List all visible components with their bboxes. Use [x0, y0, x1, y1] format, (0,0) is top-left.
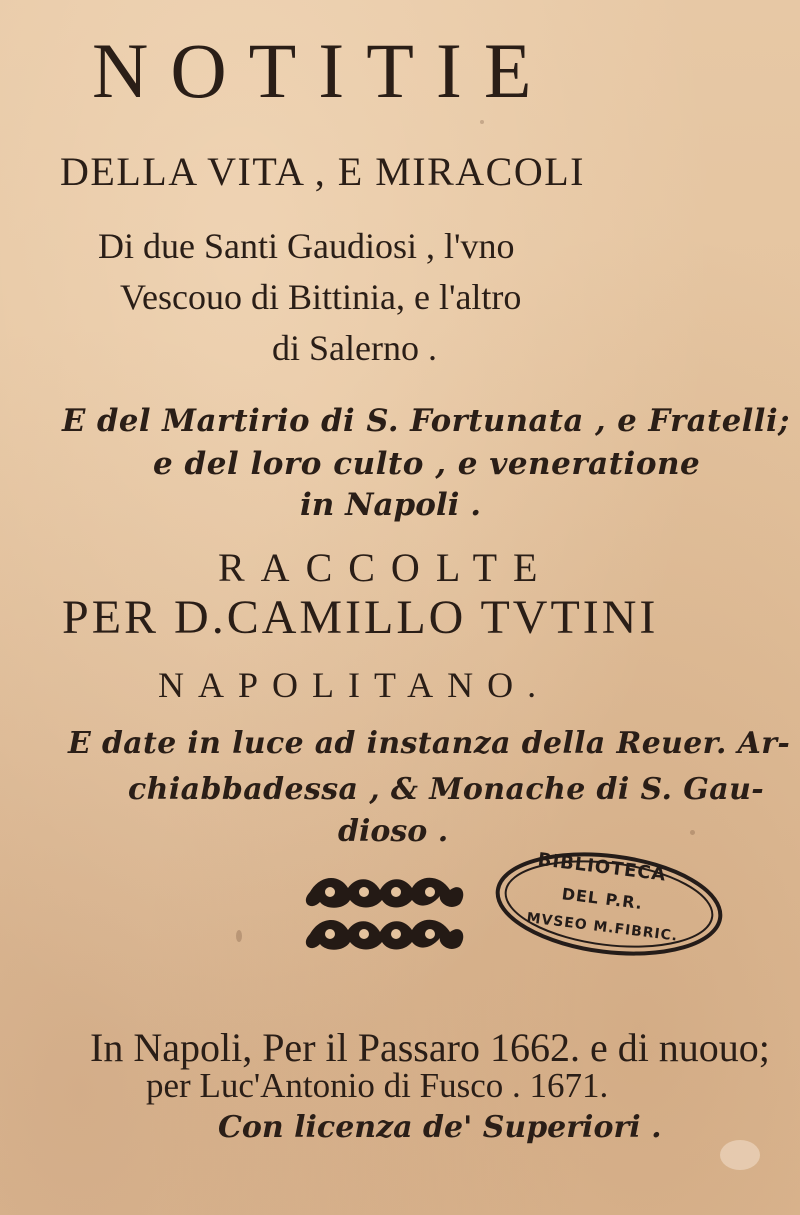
- martyrdom-line-2: e del loro culto , e veneratione: [153, 446, 701, 482]
- stamp-line-3: MVSEO M.FIBRIC.: [525, 910, 679, 945]
- description-line-1: Di due Santi Gaudiosi , l'vno: [98, 226, 515, 266]
- imprint-line-2: per Luc'Antonio di Fusco . 1671.: [146, 1066, 609, 1105]
- imprint-line-3: Con licenza de' Superiori .: [218, 1110, 662, 1145]
- martyrdom-line-3: in Napoli .: [300, 487, 482, 523]
- library-stamp: [488, 838, 731, 969]
- imprint-line-1: In Napoli, Per il Passaro 1662. e di nuouo;: [90, 1025, 770, 1070]
- paper-speck: [720, 1140, 760, 1170]
- book-title: NOTITIE: [92, 27, 554, 114]
- dedication-line-2: chiabbadessa , & Monache di S. Gau-: [128, 772, 765, 807]
- stamp-line-2: DEL P.R.: [560, 884, 645, 914]
- description-line-3: di Salerno .: [272, 328, 437, 368]
- paper-speck: [236, 930, 242, 942]
- raccolte-heading: RACCOLTE: [218, 545, 554, 590]
- description-line-2: Vescouo di Bittinia, e l'altro: [120, 277, 522, 317]
- paper-speck: [690, 830, 695, 835]
- author-name: PER D.CAMILLO TVTINI: [62, 591, 659, 644]
- author-origin: NAPOLITANO.: [158, 665, 551, 705]
- dedication-line-3: dioso .: [338, 814, 449, 849]
- martyrdom-line-1: E del Martirio di S. Fortunata , e Fratelli;: [62, 403, 790, 439]
- paper-speck: [480, 120, 484, 124]
- book-subtitle: DELLA VITA , E MIRACOLI: [60, 149, 585, 194]
- printer-ornament-icon: [300, 872, 470, 964]
- dedication-line-1: E date in luce ad instanza della Reuer. Ar-: [68, 726, 791, 761]
- stamp-line-1: BIBLIOTECA: [536, 849, 668, 886]
